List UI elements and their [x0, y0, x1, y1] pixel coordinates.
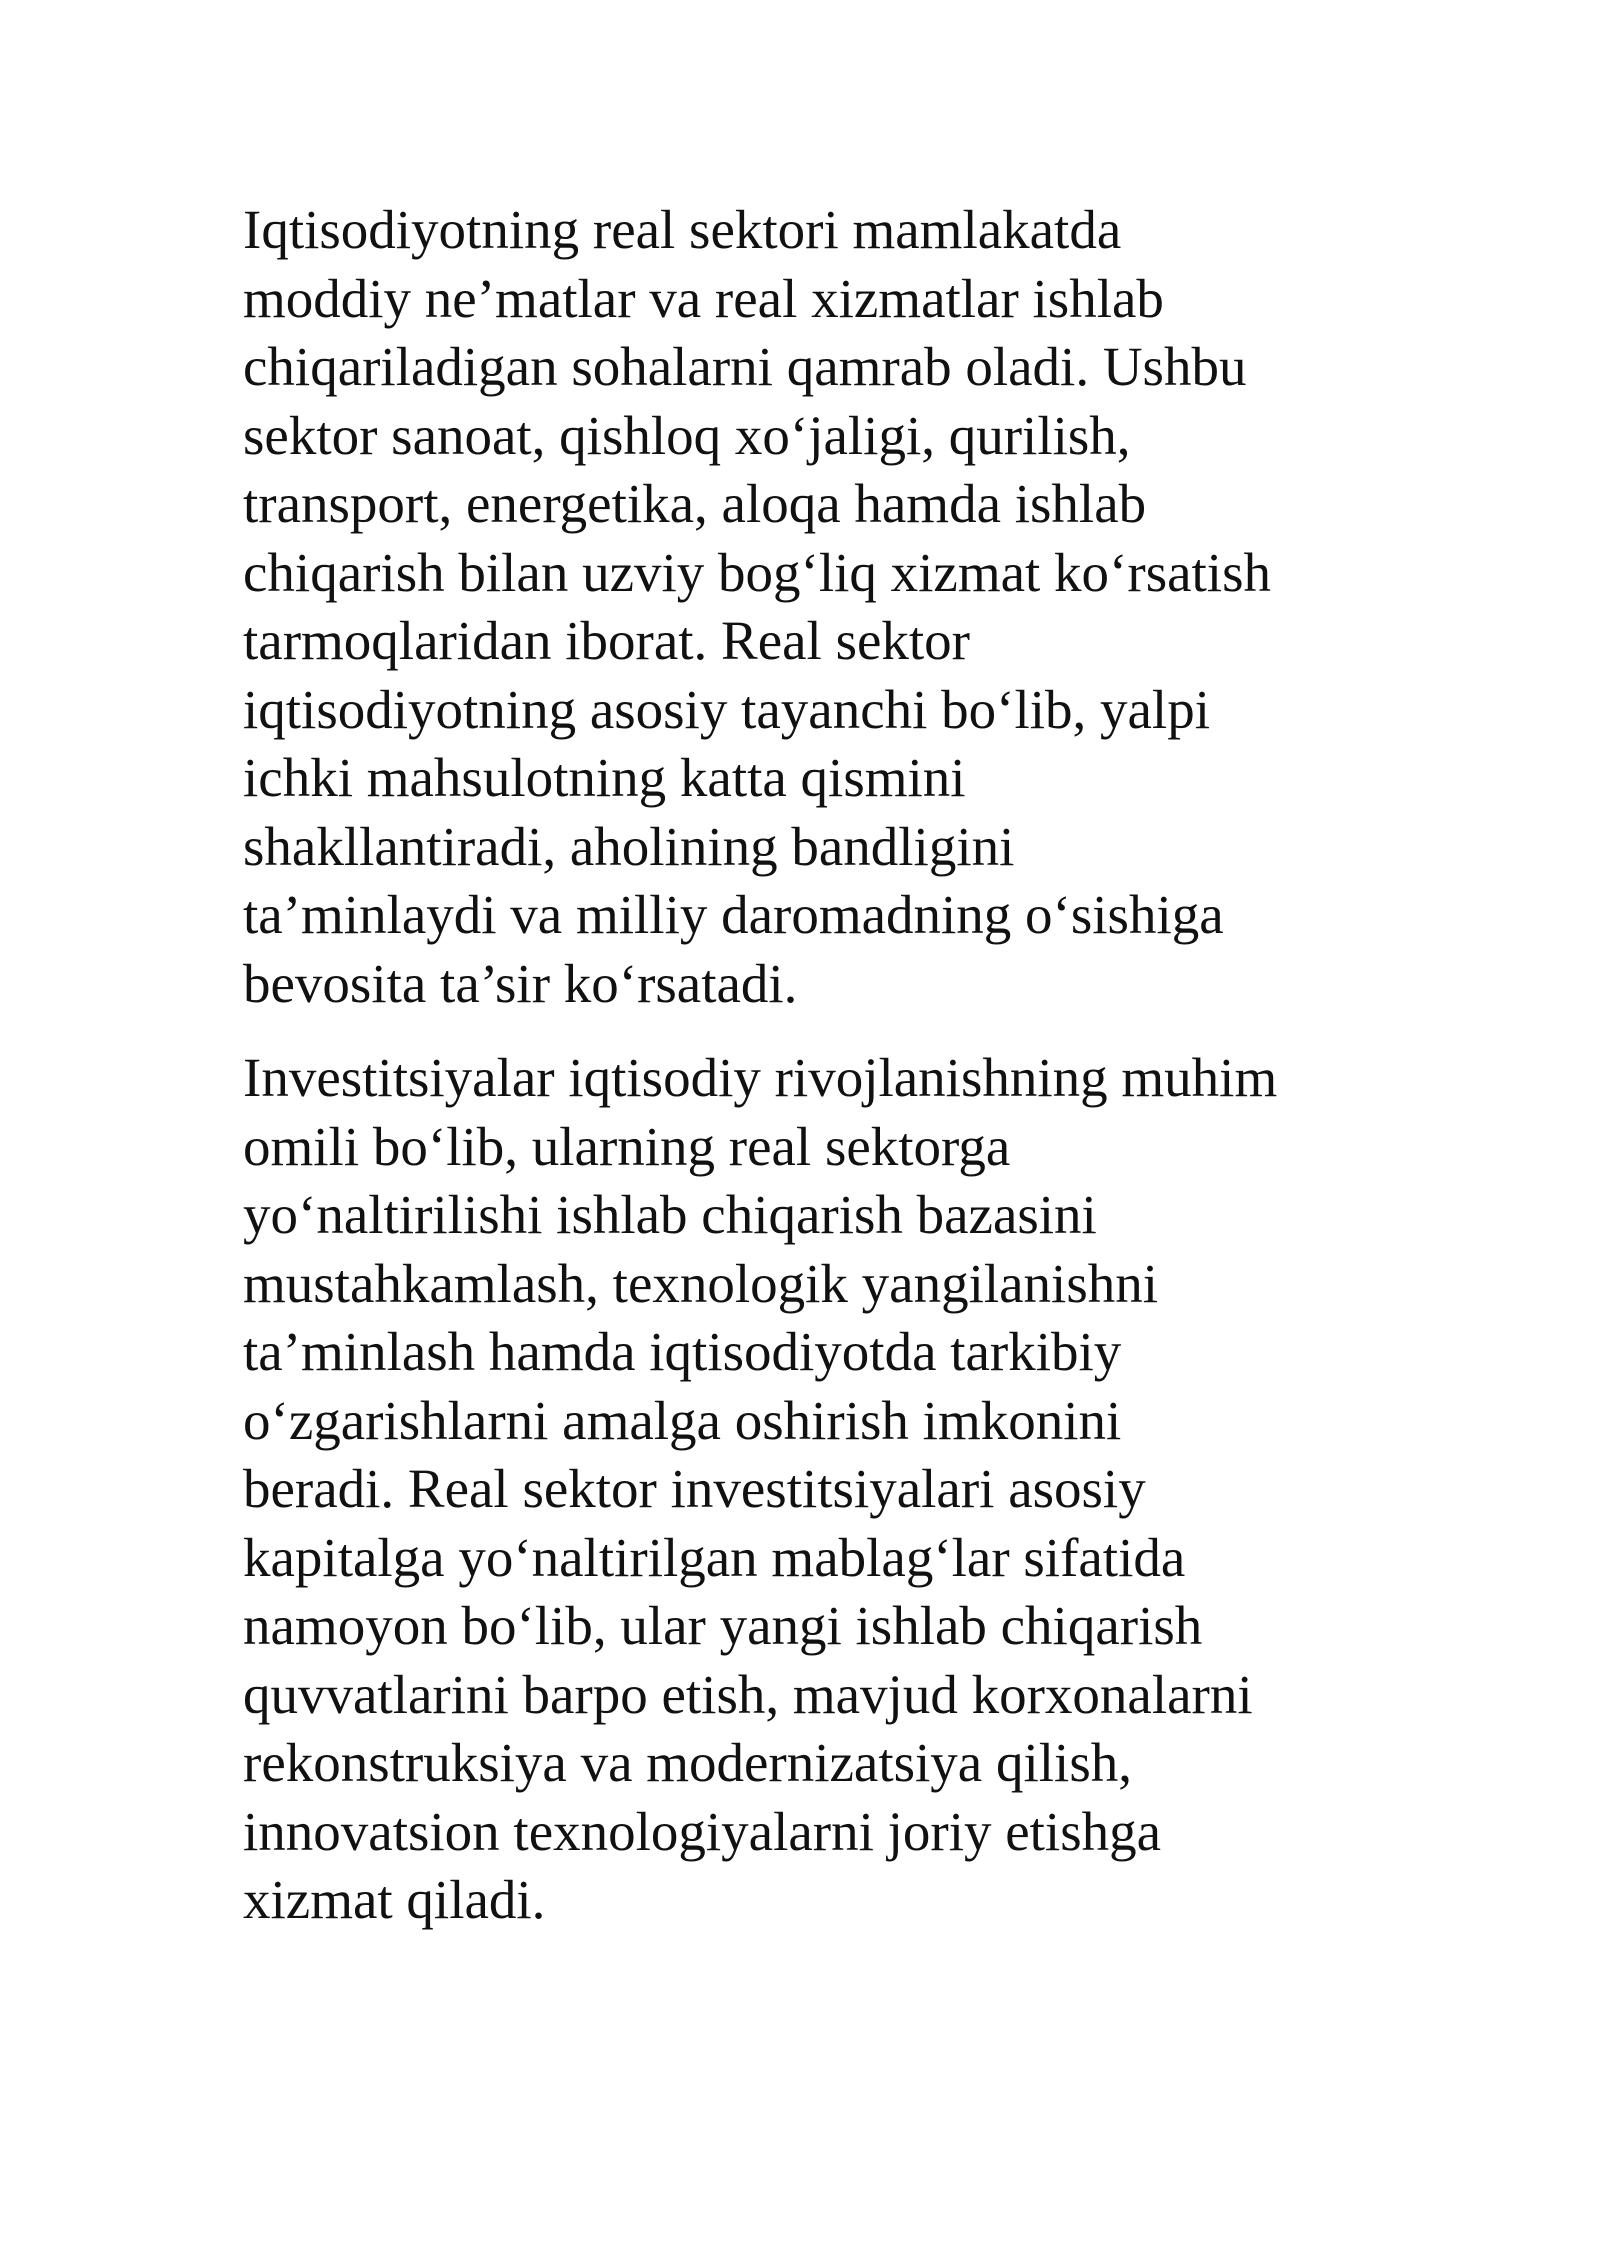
- text-line: chiqariladigan sohalarni qamrab oladi. Ushbu: [243, 336, 1247, 397]
- text-line: xizmat qiladi.: [243, 1869, 546, 1930]
- text-line: iqtisodiyotning asosiy tayanchi bo‘lib, yalpi: [243, 678, 1210, 740]
- text-line: Investitsiyalar iqtisodiy rivojlanishning muhim: [243, 1047, 1278, 1108]
- text-line: yo‘naltirilishi ishlab chiqarish bazasini: [243, 1184, 1097, 1245]
- text-line: beradi. Real sektor investitsiyalari asosiy: [243, 1458, 1146, 1519]
- text-line: bevosita ta’sir ko‘rsatadi.: [243, 952, 798, 1014]
- text-line: tarmoqlaridan iborat. Real sektor: [243, 610, 970, 671]
- text-line: transport, energetika, aloqa hamda ishlab: [243, 473, 1147, 534]
- text-line: ichki mahsulotning katta qismini: [243, 747, 966, 808]
- text-line: quvvatlarini barpo etish, mavjud korxonalarni: [243, 1663, 1253, 1725]
- text-line: shakllantiradi, aholining bandligini: [243, 815, 1015, 877]
- paragraph-real-sector: [243, 196, 1423, 1018]
- text-line: Iqtisodiyotning real sektori mamlakatda: [243, 199, 1122, 260]
- paragraph-investments: [243, 1044, 1423, 1935]
- text-line: chiqarish bilan uzviy bog‘liq xizmat ko‘rsatish: [243, 541, 1271, 603]
- text-line: sektor sanoat, qishloq xo‘jaligi, qurilish,: [243, 404, 1131, 466]
- text-line: o‘zgarishlarni amalga oshirish imkonini: [243, 1389, 1122, 1451]
- text-line: mustahkamlash, texnologik yangilanishni: [243, 1252, 1159, 1314]
- text-line: moddiy ne’matlar va real xizmatlar ishlab: [243, 267, 1164, 329]
- text-line: ta’minlaydi va milliy daromadning o‘sishiga: [243, 884, 1224, 945]
- text-line: omili bo‘lib, ularning real sektorga: [243, 1115, 1011, 1177]
- text-line: namoyon bo‘lib, ular yangi ishlab chiqarish: [243, 1595, 1203, 1656]
- text-line: kapitalga yo‘naltirilgan mablag‘lar sifatida: [243, 1526, 1186, 1588]
- text-line: ta’minlash hamda iqtisodiyotda tarkibiy: [243, 1321, 1122, 1382]
- text-line: innovatsion texnologiyalarni joriy etishga: [243, 1800, 1162, 1862]
- document-body: [243, 196, 1423, 1935]
- text-line: rekonstruksiya va modernizatsiya qilish,: [243, 1732, 1132, 1793]
